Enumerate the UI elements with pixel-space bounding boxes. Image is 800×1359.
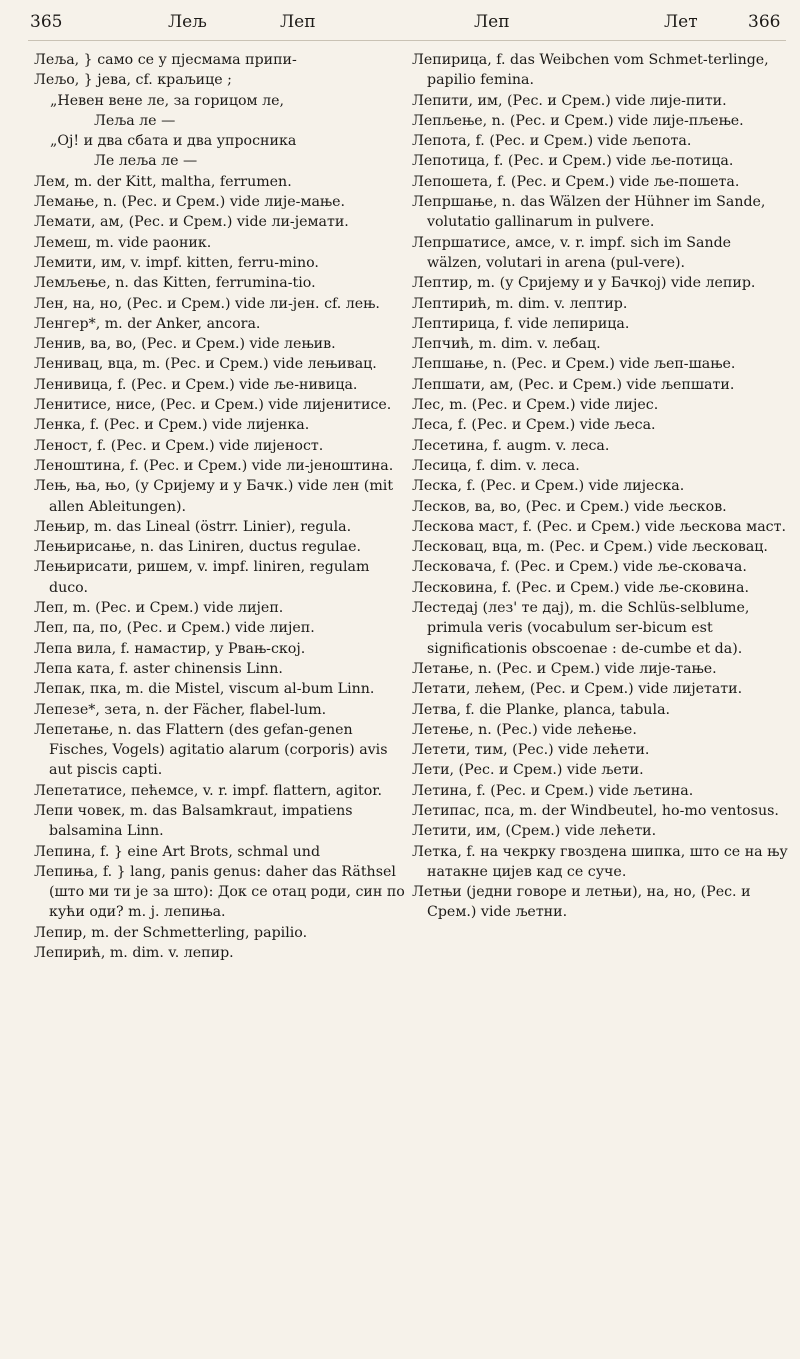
dictionary-entry: Лепршатисе, амсе, v. r. impf. sich im Sande wälzen, volutari in arena (pul-vere). — [412, 234, 732, 271]
dictionary-entry: Летипас, пса, m. der Windbeutel, ho-mo ventosus. — [412, 802, 779, 819]
dictionary-entry: Лемљење, n. das Kitten, ferrumina-tio. — [34, 275, 316, 292]
dictionary-entry: Лељо, } јева, cf. краљице ; — [34, 72, 232, 89]
dictionary-entry: Ленивац, вца, m. (Рес. и Срем.) vide лењивац. — [34, 356, 377, 373]
dictionary-entry: Летњи (једни говоре и летњи), на, но, (Рес. и Срем.) vide љетни. — [412, 884, 751, 921]
dictionary-entry: Лепошета, f. (Рес. и Срем.) vide ље-пошета. — [412, 173, 740, 190]
dictionary-entry: Летање, n. (Рес. и Срем.) vide лије-тање. — [412, 660, 717, 677]
page-header — [0, 6, 800, 40]
verse-line: „Невен вене ле, за горицом ле, — [50, 92, 284, 109]
dictionary-entry: Лепина, f. } eine Art Brots, schmal und — [34, 843, 321, 860]
dictionary-entry: Лем, m. der Kitt, maltha, ferrumen. — [34, 173, 292, 190]
dictionary-entry: Лескова маст, f. (Рес. и Срем.) vide љескова маст. — [412, 518, 786, 535]
dictionary-entry: Лењирисати, ришем, v. impf. liniren, regulam duco. — [34, 559, 370, 596]
dictionary-entry: Летати, лећем, (Рес. и Срем.) vide лијетати. — [412, 681, 743, 698]
verse-line: Ле леља ле — — [94, 153, 198, 170]
dictionary-entry: Лемити, им, v. impf. kitten, ferru-mino. — [34, 254, 319, 271]
dictionary-entry: Лесетина, f. augm. v. леса. — [412, 437, 610, 454]
dictionary-entry: Ленивица, f. (Рес. и Срем.) vide ље-нивица. — [34, 376, 358, 393]
dictionary-entry: Лен, на, но, (Рес. и Срем.) vide ли-јен. cf. лењ. — [34, 295, 380, 312]
dictionary-entry: Лепчић, m. dim. v. лебац. — [412, 336, 601, 353]
dictionary-entry: Ленитисе, нисе, (Рес. и Срем.) vide лијенитисе. — [34, 397, 392, 414]
dictionary-entry: Леп, па, по, (Рес. и Срем.) vide лијеп. — [34, 620, 315, 637]
dictionary-entry: Лесица, f. dim. v. леса. — [412, 457, 580, 474]
verse-line: „Ој! и два сбата и два упросника — [50, 133, 297, 150]
dictionary-entry: Лењирисање, n. das Liniren, ductus regulae. — [34, 539, 362, 556]
dictionary-entry: Лепетатисе, пећемсе, v. r. impf. flattern, agitor. — [34, 782, 382, 799]
left-column — [34, 50, 406, 963]
dictionary-entry: Леска, f. (Рес. и Срем.) vide лијеска. — [412, 478, 685, 495]
dictionary-entry: Лесковац, вца, m. (Рес. и Срем.) vide љесковац. — [412, 539, 768, 556]
right-guide-word-1: Леп — [474, 12, 510, 32]
dictionary-entry: Леност, f. (Рес. и Срем.) vide лијеност. — [34, 437, 324, 454]
left-guide-word-2: Леп — [280, 12, 316, 32]
dictionary-entry: Лепршање, n. das Wälzen der Hühner im Sande, volutatio gallinarum in pulvere. — [412, 194, 766, 231]
dictionary-entry: Летење, n. (Рес.) vide лећење. — [412, 721, 637, 738]
dictionary-entry: Летва, f. die Planke, planca, tabula. — [412, 701, 671, 718]
dictionary-entry: Ленив, ва, во, (Рес. и Срем.) vide лењив. — [34, 336, 336, 353]
dictionary-entry: Летети, тим, (Рес.) vide лећети. — [412, 742, 650, 759]
dictionary-entry: Лепак, пка, m. die Mistel, viscum al-bum Linn. — [34, 681, 375, 698]
left-guide-word-1: Лељ — [168, 12, 207, 32]
left-page-number: 365 — [30, 12, 63, 32]
dictionary-entry: Лемеш, m. vide раоник. — [34, 234, 212, 251]
dictionary-entry: Лепетање, n. das Flattern (des gefan-genen Fisches, Vogels) agitatio alarum (corporis) avis aut piscis capti. — [34, 721, 388, 779]
dictionary-entry: Лепирица, f. das Weibchen vom Schmet-terlinge, papilio femina. — [412, 52, 769, 89]
dictionary-entry: Летина, f. (Рес. и Срем.) vide љетина. — [412, 782, 694, 799]
dictionary-entry: Лептир, m. (у Сријему и у Бачкој) vide лепир. — [412, 275, 756, 292]
dictionary-entry: Лети, (Рес. и Срем.) vide љети. — [412, 762, 644, 779]
dictionary-entry: Леља, } само се у пјесмама припи- — [34, 52, 297, 68]
dictionary-entry: Лепи човек, m. das Balsamkraut, impatiens balsamina Linn. — [34, 802, 353, 840]
dictionary-entry: Ленгер*, m. der Anker, ancora. — [34, 315, 261, 332]
dictionary-entry: Леп, m. (Рес. и Срем.) vide лијеп. — [34, 600, 284, 617]
dictionary-entry: Лепити, им, (Рес. и Срем.) vide лије-пити. — [412, 92, 727, 109]
dictionary-entry: Лењ, ња, њо, (у Сријему и у Бачк.) vide лен (mit allen Ableitungen). — [34, 478, 394, 515]
dictionary-entry: Летка, f. на чекрку гвоздена шипка, што се на њу натакне цијев кад се суче. — [412, 843, 788, 880]
dictionary-entry: Лепирић, m. dim. v. лепир. — [34, 945, 234, 962]
dictionary-entry: Лепиња, f. } lang, panis genus: daher das Räthsel (што ми ти је за што): Док се отац роди, син по кући оди? m. j. лепиња. — [34, 863, 405, 921]
dictionary-entry: Лептирица, f. vide лепирица. — [412, 315, 630, 332]
dictionary-entry: Лепир, m. der Schmetterling, papilio. — [34, 924, 308, 941]
header-rule — [28, 40, 786, 41]
dictionary-entry: Лепљење, n. (Рес. и Срем.) vide лије-пљење. — [412, 112, 744, 129]
right-guide-word-2: Лет — [664, 12, 698, 32]
dictionary-entry: Лењир, m. das Lineal (östrr. Linier), regula. — [34, 518, 352, 535]
verse-line: Леља ле — — [94, 112, 176, 129]
dictionary-entry: Ленка, f. (Рес. и Срем.) vide лијенка. — [34, 417, 310, 434]
dictionary-entry: Леноштина, f. (Рес. и Срем.) vide ли-јеноштина. — [34, 457, 394, 474]
dictionary-entry: Лемање, n. (Рес. и Срем.) vide лије-мање. — [34, 194, 346, 211]
dictionary-entry: Лесковача, f. (Рес. и Срем.) vide ље-сковача. — [412, 559, 747, 576]
dictionary-entry: Лепшати, ам, (Рес. и Срем.) vide љепшати. — [412, 376, 735, 393]
dictionary-entry: Лес, m. (Рес. и Срем.) vide лијес. — [412, 397, 659, 414]
dictionary-entry: Лепезе*, зета, n. der Fächer, flabel-lum. — [34, 701, 327, 718]
dictionary-entry: Лепота, f. (Рес. и Срем.) vide љепота. — [412, 133, 692, 150]
dictionary-entry: Летити, им, (Срем.) vide лећети. — [412, 823, 657, 840]
dictionary-entry: Лесковина, f. (Рес. и Срем.) vide ље-сковина. — [412, 579, 749, 596]
dictionary-entry: Лестедај (лез' те дај), m. die Schlüs-selblume, primula veris (vocabulum ser-bicum est significationis obscoenae : de-cumbe et da). — [412, 600, 750, 657]
dictionary-entry: Лептирић, m. dim. v. лептир. — [412, 295, 628, 312]
right-page-number: 366 — [748, 12, 781, 32]
dictionary-entry: Лепшање, n. (Рес. и Срем.) vide љеп-шање. — [412, 356, 736, 373]
dictionary-entry: Лемати, ам, (Рес. и Срем.) vide ли-јемати. — [34, 214, 349, 231]
right-column — [412, 50, 788, 923]
dictionary-entry: Лепа ката, f. aster chinensis Linn. — [34, 660, 283, 677]
dictionary-entry: Леса, f. (Рес. и Срем.) vide љеса. — [412, 417, 656, 434]
dictionary-entry: Лепа вила, f. намастир, у Рвањ-ској. — [34, 640, 306, 657]
dictionary-entry: Лесков, ва, во, (Рес. и Срем.) vide љесков. — [412, 498, 727, 515]
dictionary-entry: Лепотица, f. (Рес. и Срем.) vide ље-потица. — [412, 153, 734, 170]
